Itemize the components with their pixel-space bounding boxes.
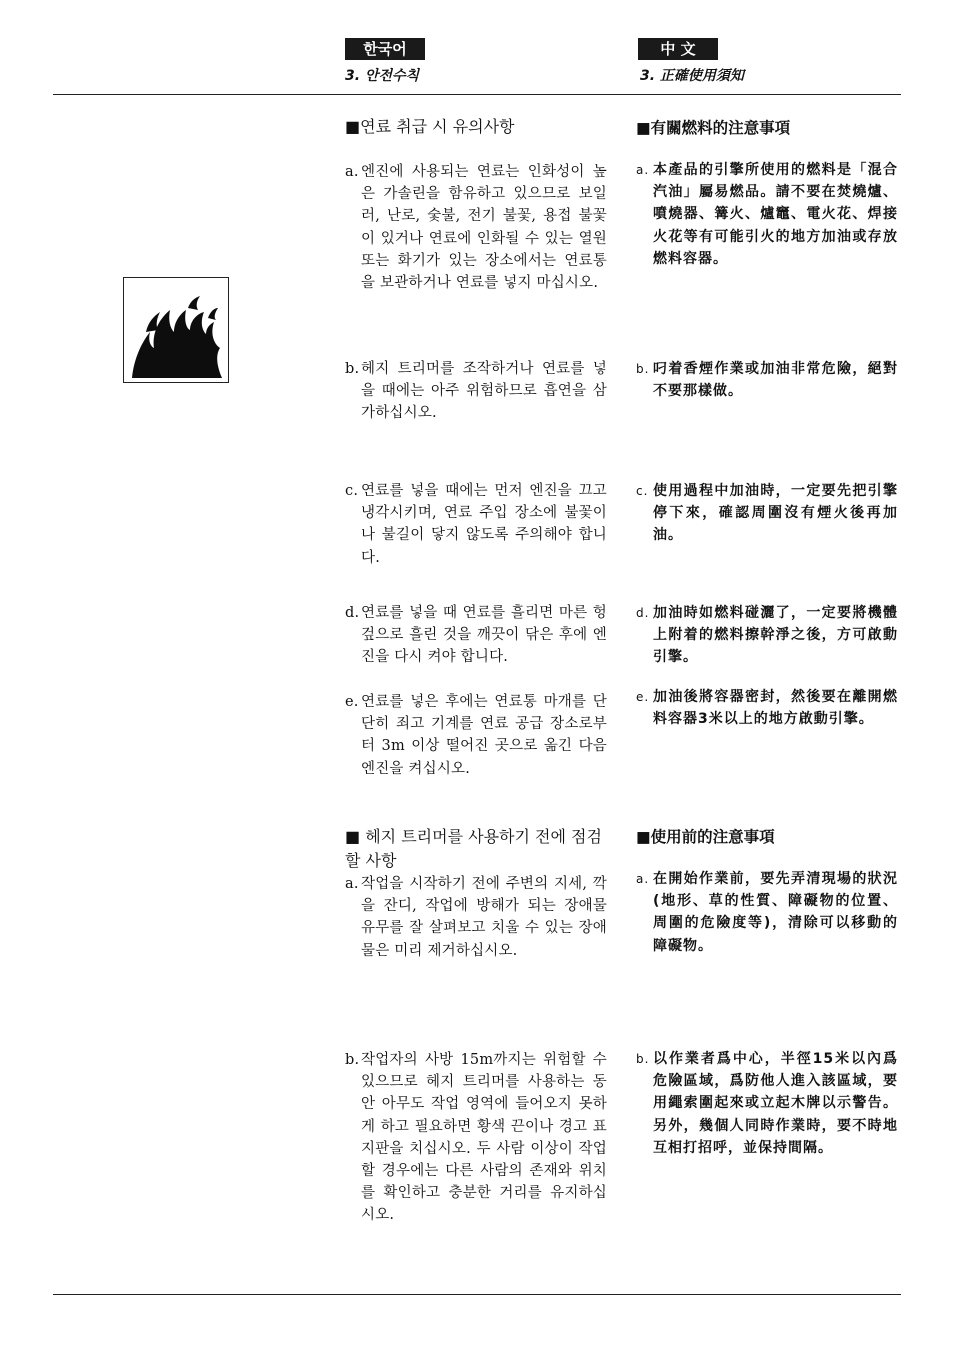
chinese-fuel-heading: ■有關燃料的注意事項 xyxy=(636,119,791,137)
item-text: 작업을 시작하기 전에 주변의 지세, 깍을 잔디, 작업에 방해가 되는 장애물 유무를 잘 살펴보고 치울 수 있는 장애물은 미리 제거하십시오. xyxy=(361,876,607,959)
footer-rule xyxy=(53,1294,901,1295)
item-text: 加油時如燃料碰灑了，一定要將機體上附着的燃料擦幹淨之後，方可啟動引擎。 xyxy=(653,605,898,666)
item-marker: a. xyxy=(345,164,359,180)
korean-fuel-item-e xyxy=(345,691,607,780)
chinese-check-item-a xyxy=(636,868,898,957)
chinese-section-subtitle: 3. 正確使用須知 xyxy=(640,68,744,84)
chinese-check-item-b xyxy=(636,1048,898,1159)
item-marker: b. xyxy=(345,361,360,377)
item-text: 연료를 넣은 후에는 연료통 마개를 단단히 죄고 기계를 연료 공급 장소로부터 3m 이상 떨어진 곳으로 옮긴 다음 엔진을 켜십시오. xyxy=(361,694,607,777)
item-marker: b. xyxy=(636,1052,650,1066)
item-text: 엔진에 사용되는 연료는 인화성이 높은 가솔린을 함유하고 있으므로 보일러, 난로, 숯불, 전기 불꽃, 용접 불꽃이 있거나 연료에 인화될 수 있는 열원 또는 화기가 있는 장소에서는 연료통을 보관하거나 연료를 넣지 마십시오. xyxy=(361,164,607,292)
header-rule xyxy=(53,94,901,95)
item-marker: b. xyxy=(345,1052,360,1068)
chinese-fuel-item-d xyxy=(636,602,898,669)
korean-check-heading: ■ 헤지 트리머를 사용하기 전에 점검할 사항 xyxy=(345,827,602,870)
chinese-language-tag: 中 文 xyxy=(638,38,718,60)
korean-fuel-item-b xyxy=(345,358,607,425)
item-text: 在開始作業前，要先弄清現場的狀況(地形、草的性質、障礙物的位置、周圍的危險度等)，清除可以移動的障礙物。 xyxy=(653,871,898,954)
item-marker: a. xyxy=(636,872,650,886)
korean-fuel-heading: ■연료 취급 시 유의사항 xyxy=(345,117,515,136)
korean-fuel-item-c xyxy=(345,480,607,569)
chinese-check-heading: ■使用前的注意事項 xyxy=(636,828,775,846)
item-text: 연료를 넣을 때에는 먼저 엔진을 끄고 냉각시키며, 연료 주입 장소에 불꽃이나 불길이 닿지 않도록 주의해야 합니다. xyxy=(361,483,607,566)
item-text: 加油後將容器密封，然後要在離開燃料容器3米以上的地方啟動引擎。 xyxy=(653,689,898,728)
chinese-fuel-item-e xyxy=(636,686,898,730)
item-text: 叼着香煙作業或加油非常危險，絕對不要那樣做。 xyxy=(653,361,898,400)
item-marker: e. xyxy=(636,690,650,704)
item-marker: a. xyxy=(636,163,650,177)
flame-icon xyxy=(123,277,229,383)
item-text: 以作業者爲中心，半徑15米以內爲危險區域，爲防他人進入該區域，要用繩索圍起來或立起木牌以示警告。另外，幾個人同時作業時，要不時地互相打招呼，並保持間隔。 xyxy=(653,1051,898,1156)
korean-check-item-b xyxy=(345,1049,607,1227)
item-marker: a. xyxy=(345,876,359,892)
item-marker: d. xyxy=(636,606,650,620)
item-marker: c. xyxy=(345,483,359,499)
korean-fuel-item-d xyxy=(345,602,607,669)
korean-fuel-item-a xyxy=(345,161,607,294)
item-marker: d. xyxy=(345,605,360,621)
item-marker: c. xyxy=(636,484,649,498)
item-text: 本產品的引擎所使用的燃料是「混合汽油」屬易燃品。請不要在焚燒爐、噴燒器、篝火、爐竈、電火花、焊接火花等有可能引火的地方加油或存放燃料容器。 xyxy=(653,162,898,267)
flame-icon-graphic xyxy=(124,278,228,382)
korean-check-item-a xyxy=(345,873,607,962)
korean-section-subtitle: 3. 안전수칙 xyxy=(345,68,420,84)
chinese-fuel-item-b xyxy=(636,358,898,402)
chinese-fuel-item-c xyxy=(636,480,898,547)
item-marker: b. xyxy=(636,362,650,376)
item-text: 헤지 트리머를 조작하거나 연료를 넣을 때에는 아주 위험하므로 흡연을 삼가하십시오. xyxy=(361,361,607,422)
item-text: 연료를 넣을 때 연료를 흘리면 마른 헝겊으로 흘린 것을 깨끗이 닦은 후에 엔진을 다시 켜야 합니다. xyxy=(361,605,607,666)
item-text: 작업자의 사방 15m까지는 위험할 수 있으므로 헤지 트리머를 사용하는 동안 아무도 작업 영역에 들어오지 못하게 하고 필요하면 황색 끈이나 경고 표지판을 치십시오. 두 사람 이상이 작업할 경우에는 다른 사람의 존재와 위치를 확인하고 충분한 거리를 유지하십시오. xyxy=(361,1052,607,1224)
item-marker: e. xyxy=(345,694,359,710)
item-text: 使用過程中加油時，一定要先把引擎停下來，確認周圍沒有煙火後再加油。 xyxy=(653,483,898,544)
chinese-fuel-item-a xyxy=(636,159,898,270)
korean-language-tag: 한국어 xyxy=(345,38,425,60)
